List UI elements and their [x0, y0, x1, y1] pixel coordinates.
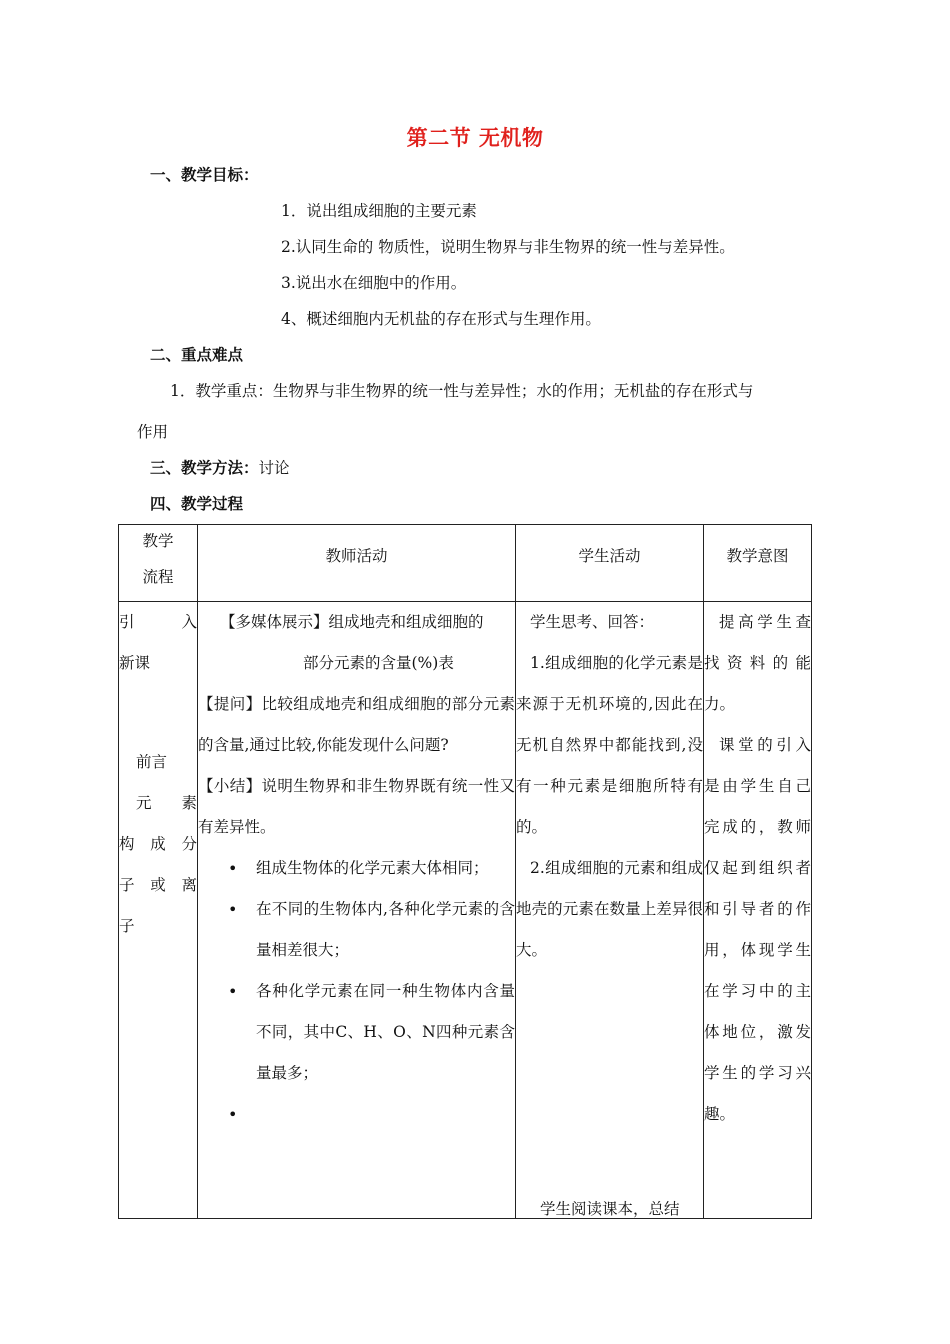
- header-intent-text: 教学意图: [726, 547, 789, 565]
- flow-line-preface: 前言: [136, 753, 168, 771]
- keypoints-line-2: 作用: [137, 423, 169, 441]
- objective-item-2: 2.认同生命的 物质性，说明生物界与非生物界的统一性与差异性。: [281, 238, 735, 256]
- list-item: • 组成生物体的化学元素大体相同；: [256, 848, 515, 889]
- teacher-bullet-list: [198, 848, 515, 1135]
- flow-line-newclass: 新课: [119, 654, 151, 672]
- header-flow-line1: 教学: [142, 532, 174, 550]
- teacher-question: 【提问】比较组成地壳和组成细胞的部分元素的含量,通过比较,你能发现什么问题?: [198, 695, 515, 754]
- teacher-media-line2: 部分元素的含量(%)表: [303, 654, 454, 672]
- list-item: • 各种化学元素在同一种生物体内含量不同，其中C、H、O、N四种元素含量最多；: [256, 971, 515, 1094]
- flow-text: 元: [136, 794, 165, 812]
- intent-text-2: 课堂的引入是由学生自己完成的，教师仅起到组织者和引导者的作用，体现学生在学习中的主体地位，激发学生的学习兴趣。: [704, 736, 811, 1123]
- objective-item-3: 3.说出水在细胞中的作用。: [281, 274, 467, 292]
- flow-line-ion: 子或离: [119, 876, 197, 894]
- teaching-process-table: [118, 524, 812, 1219]
- header-teacher-text: 教师活动: [325, 547, 388, 565]
- teacher-summary: 【小结】说明生物界和非生物界既有统一性又有差异性。: [198, 777, 515, 836]
- header-intent: [704, 525, 812, 602]
- keypoints-line-1: 1．教学重点：生物界与非生物界的统一性与差异性；水的作用；无机盐的存在形式与: [170, 382, 754, 400]
- student-read: 学生阅读课本，总结: [540, 1200, 680, 1218]
- teacher-media-line1: 【多媒体展示】组成地壳和组成细胞的: [220, 613, 484, 631]
- table-header-row: [119, 525, 812, 602]
- intent-cell: [704, 602, 812, 1219]
- student-answer-2: 2.组成细胞的元素和组成地壳的元素在数量上差异很大。: [516, 859, 703, 959]
- flow-line-intro: [119, 602, 197, 643]
- student-activity-cell: [516, 602, 704, 1219]
- section-heading-method: [150, 456, 290, 478]
- objectives-heading-text: 一、教学目标：: [150, 166, 259, 184]
- objective-item-4: 4、概述细胞内无机盐的存在形式与生理作用。: [281, 310, 601, 328]
- header-student-text: 学生活动: [578, 547, 641, 565]
- process-heading-text: 四、教学过程: [150, 495, 244, 513]
- section-heading-keypoints: [150, 343, 243, 365]
- student-answer-1: 1.组成细胞的化学元素是来源于无机环境的,因此在无机自然界中都能找到,没有一种元素是细胞所特有的。: [516, 654, 703, 836]
- list-item: [256, 1094, 515, 1135]
- page-title: 第二节 无机物: [406, 126, 544, 150]
- flow-line-zi: 子: [119, 917, 135, 935]
- flow-line-element: [119, 783, 197, 824]
- intent-text-1: 提高学生查找资料的能力。: [704, 613, 811, 713]
- flow-cell: [119, 602, 198, 1219]
- student-think: 学生思考、回答：: [530, 613, 655, 631]
- flow-text: 入: [181, 613, 197, 631]
- header-student: [516, 525, 704, 602]
- teacher-activity-cell: [198, 602, 516, 1219]
- flow-line-molecule: 构成分: [119, 835, 197, 853]
- method-heading-text: 三、教学方法：: [150, 459, 259, 477]
- header-flow-line2: 流程: [142, 568, 174, 586]
- method-value: 讨论: [258, 459, 290, 477]
- section-heading-process: [150, 492, 243, 514]
- section-heading-objectives: [150, 163, 259, 185]
- flow-text: 引: [119, 613, 156, 631]
- header-teacher: [198, 525, 516, 602]
- keypoints-heading-text: 二、重点难点: [150, 346, 244, 364]
- header-flow: [119, 525, 198, 602]
- flow-text: 素: [181, 794, 197, 812]
- list-item: • 在不同的生物体内,各种化学元素的含量相差很大；: [256, 889, 515, 971]
- table-row: [119, 602, 812, 1219]
- objective-item-1: 1．说出组成细胞的主要元素: [281, 202, 477, 220]
